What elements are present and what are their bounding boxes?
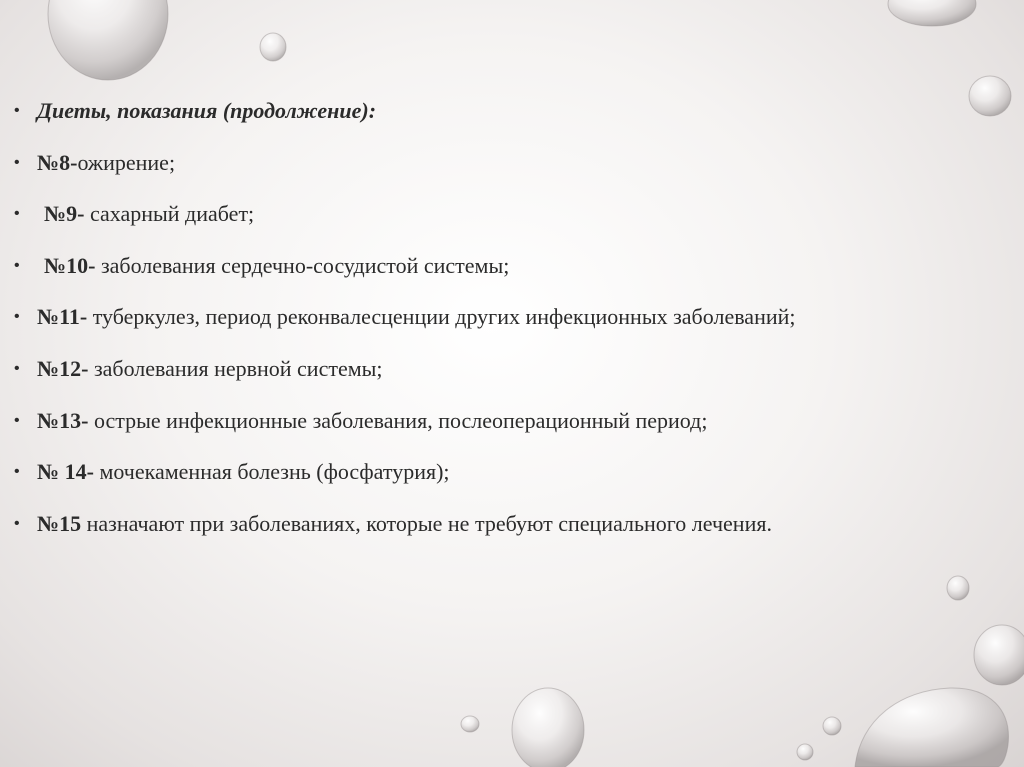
list-item xyxy=(14,459,974,485)
bullet: • xyxy=(14,463,20,481)
diet-number: №13- xyxy=(37,407,89,433)
drop-bottom-left xyxy=(512,688,584,767)
bullet: • xyxy=(14,359,20,377)
diet-number: №10- xyxy=(44,252,96,278)
diet-description: сахарный диабет; xyxy=(84,201,255,227)
heading-text: Диеты, показания (продолжение): xyxy=(37,98,377,123)
list-item xyxy=(14,253,974,279)
bullet: • xyxy=(14,308,20,326)
diet-description: мочекаменная болезнь (фосфатурия); xyxy=(93,459,450,485)
bullet: • xyxy=(14,411,20,429)
diet-number: №11- xyxy=(37,304,88,330)
bullet: • xyxy=(14,514,20,532)
drop-right-mid xyxy=(947,576,969,600)
drop-right-upper xyxy=(969,76,1011,116)
diet-number: №8- xyxy=(37,149,78,175)
diet-description: назначают при заболеваниях, которые не требуют специального лечения. xyxy=(81,510,772,536)
content-list xyxy=(14,98,974,562)
diet-description: туберкулез, период реконвалесценции других инфекционных заболеваний; xyxy=(87,304,796,330)
list-item xyxy=(14,408,974,434)
drop-bottom-tiny-2 xyxy=(823,717,841,735)
diet-number: № 14- xyxy=(37,459,94,485)
drop-top-left-small xyxy=(260,33,286,61)
diet-description: заболевания нервной системы; xyxy=(88,355,383,381)
drop-bottom-tiny-3 xyxy=(797,744,813,760)
drop-top-left-large xyxy=(48,0,168,80)
list-item xyxy=(14,304,974,330)
bullet: • xyxy=(14,205,20,223)
diet-description: заболевания сердечно-сосудистой системы; xyxy=(95,252,510,278)
bullet: • xyxy=(14,153,20,171)
list-heading xyxy=(14,98,974,124)
drop-bottom-tiny-1 xyxy=(461,716,479,732)
diet-number: №12- xyxy=(37,355,89,381)
list-item xyxy=(14,356,974,382)
list-item xyxy=(14,511,974,537)
list-item xyxy=(14,150,974,176)
bullet: • xyxy=(14,256,20,274)
bullet: • xyxy=(14,102,20,119)
drop-bottom-right-large xyxy=(855,688,1008,767)
drop-top-right xyxy=(888,0,976,26)
drop-right-lower xyxy=(974,625,1024,685)
list-item xyxy=(14,201,974,227)
diet-number: №9- xyxy=(44,201,85,227)
diet-description: острые инфекционные заболевания, послеоперационный период; xyxy=(88,407,708,433)
diet-number: №15 xyxy=(37,510,82,536)
diet-description: ожирение; xyxy=(77,149,176,175)
